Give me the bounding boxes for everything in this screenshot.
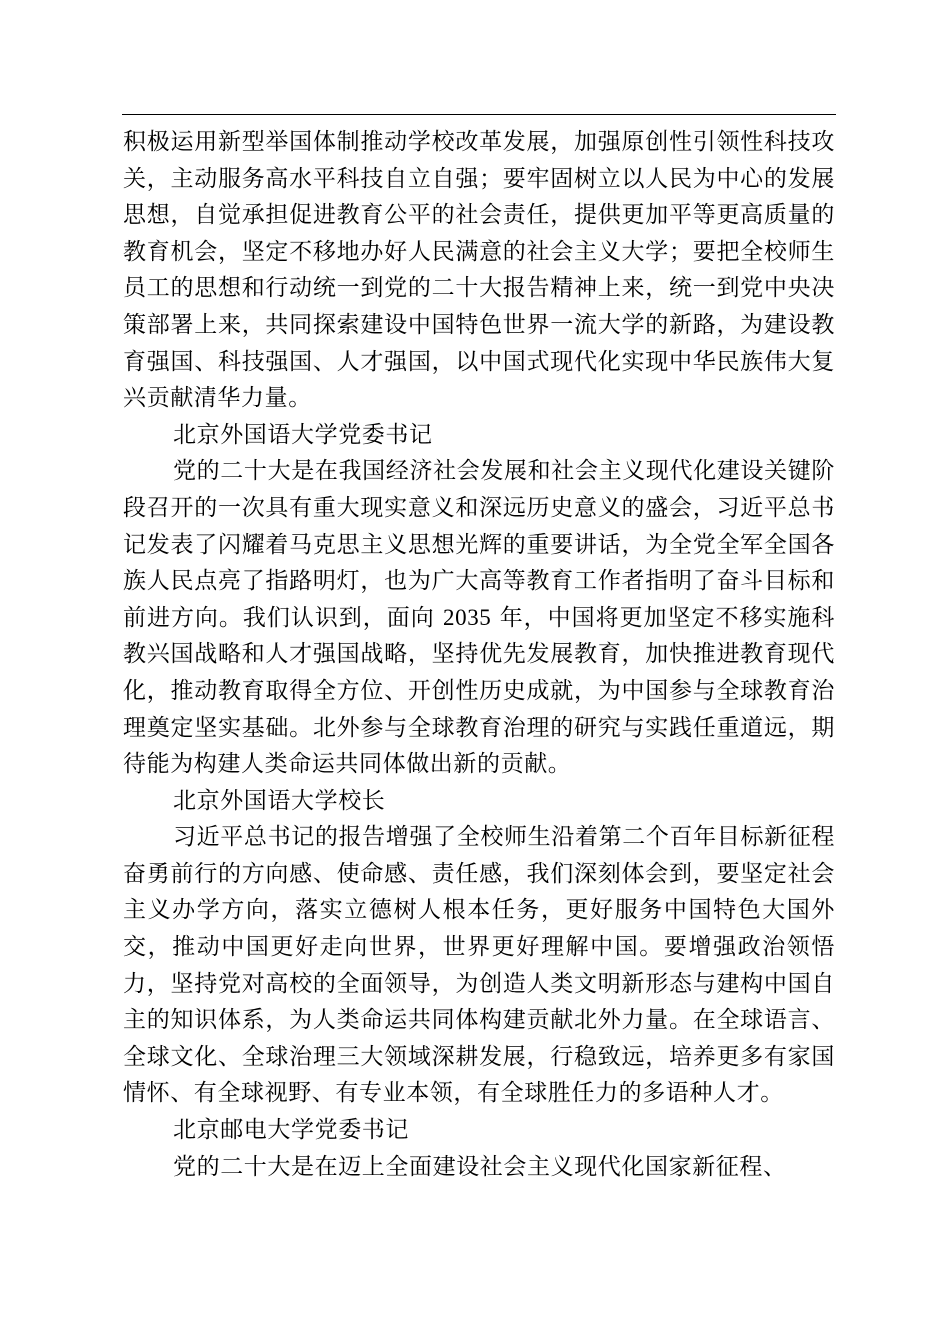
paragraph-text-after-year: 年，中国将更加坚定不移实施科教兴国战略和人才强国战略，坚持优先发展教育，加快推进教育现代化，推动教育取得全方位、开创性历史成就，为中国参与全球教育治理奠定坚实基础。北外参与全球教育治理的研究与实践任重道远，期待能为构建人类命运共同体做出新的贡献。 [123,604,835,778]
paragraph-tsinghua-continuation: 积极运用新型举国体制推动学校改革发展，加强原创性引领性科技攻关，主动服务高水平科技自立自强；要牢固树立以人民为中心的发展思想，自觉承担促进教育公平的社会责任，提供更加平等更高质量的教育机会，坚定不移地办好人民满意的社会主义大学；要把全校师生员工的思想和行动统一到党的二十大报告精神上来，统一到党中央决策部署上来，共同探索建设中国特色世界一流大学的新路，为建设教育强国、科技强国、人才强国，以中国式现代化实现中华民族伟大复兴贡献清华力量。 [123,129,835,412]
document-body [123,124,835,1185]
paragraph-text-before-year: 党的二十大是在我国经济社会发展和社会主义现代化建设关键阶段召开的一次具有重大现实意义和深远历史意义的盛会，习近平总书记发表了闪耀着马克思主义思想光辉的重要讲话，为全党全军全国各族人民点亮了指路明灯，也为广大高等教育工作者指明了奋斗目标和前进方向。我们认识到，面向 [123,458,835,631]
paragraph-bfsu-president: 习近平总书记的报告增强了全校师生沿着第二个百年目标新征程奋勇前行的方向感、使命感、责任感，我们深刻体会到，要坚定社会主义办学方向，落实立德树人根本任务，更好服务中国特色大国外交，推动中国更好走向世界，世界更好理解中国。要增强政治领悟力，坚持党对高校的全面领导，为创造人类文明新形态与建构中国自主的知识体系，为人类命运共同体构建贡献北外力量。在全球语言、全球文化、全球治理三大领域深耕发展，行稳致远，培养更多有家国情怀、有全球视野、有专业本领，有全球胜任力的多语种人才。 [123,824,835,1107]
speaker-title-bfsu-party-secretary: 北京外国语大学党委书记 [173,421,433,448]
header-rule [122,114,836,115]
speaker-title-bupt-party-secretary: 北京邮电大学党委书记 [173,1117,409,1144]
year-number: 2035 [443,604,492,630]
paragraph-bfsu-party-secretary [123,453,835,782]
speaker-title-bfsu-president: 北京外国语大学校长 [173,787,386,814]
paragraph-bupt-party-secretary: 党的二十大是在迈上全面建设社会主义现代化国家新征程、 [173,1153,787,1180]
